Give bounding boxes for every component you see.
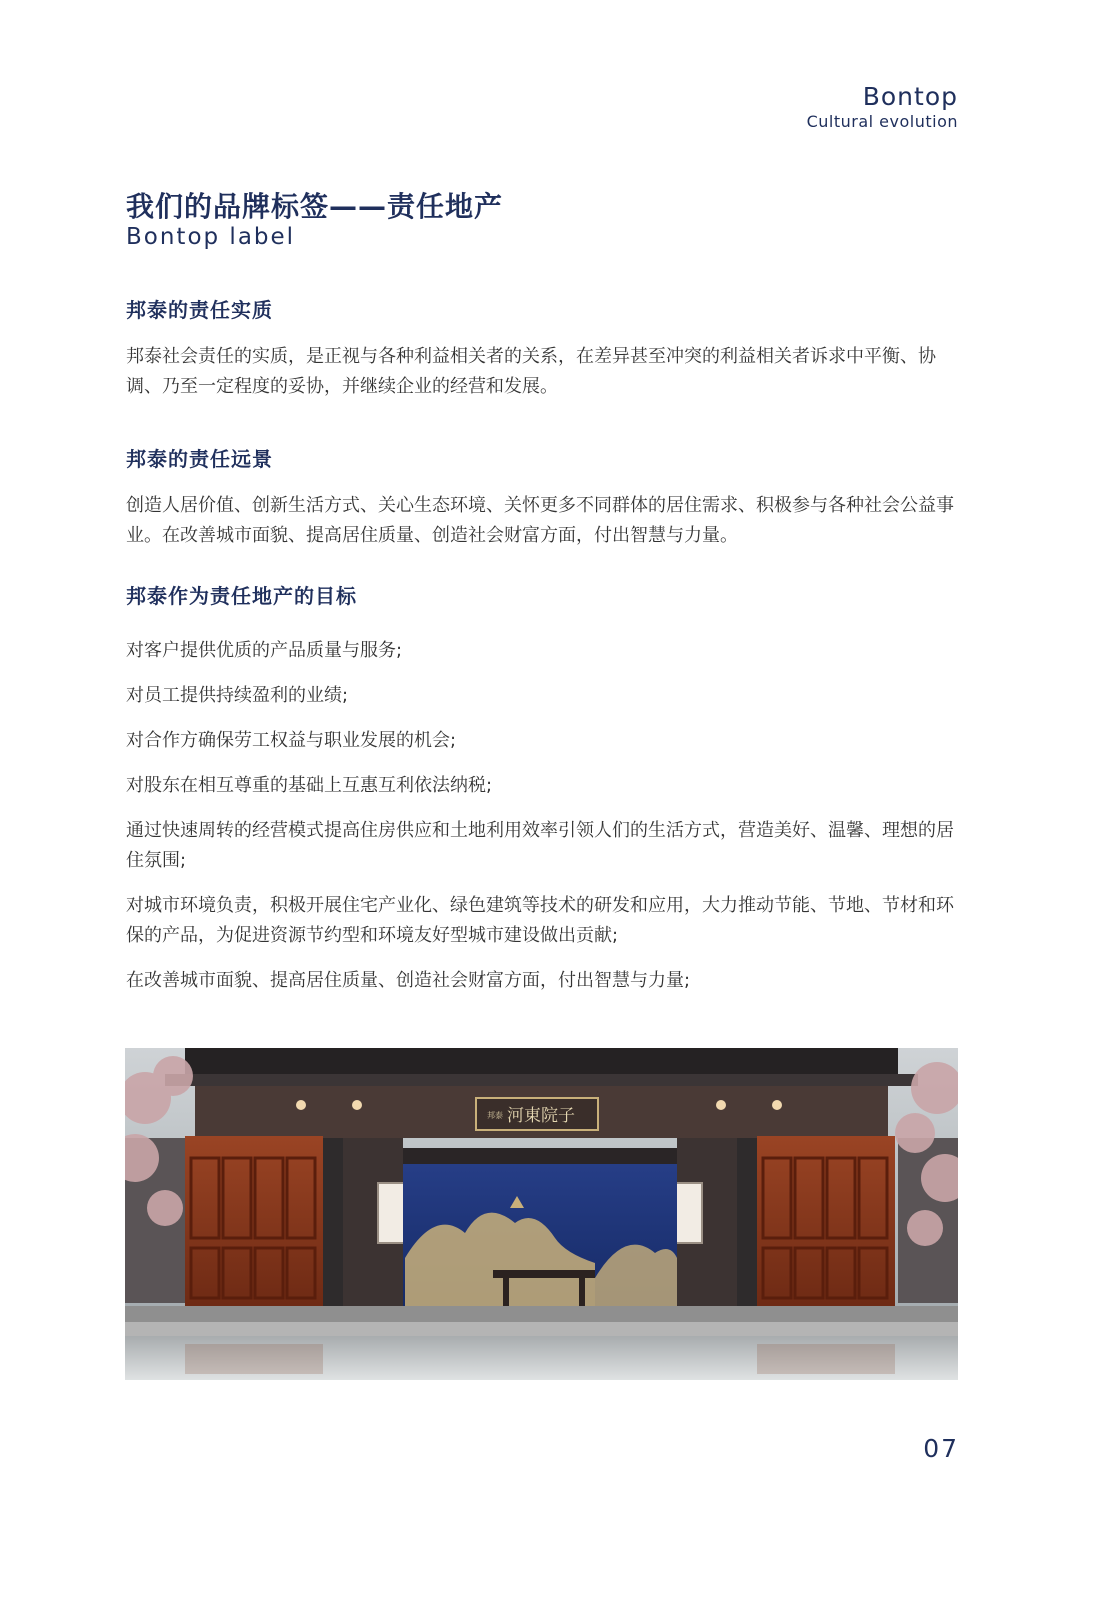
goal-item: 对合作方确保劳工权益与职业发展的机会; (126, 730, 457, 751)
brand-name: Bontop (862, 82, 958, 111)
page-number: 07 (923, 1434, 959, 1463)
section-body-vision: 创造人居价值、创新生活方式、关心生态环境、关怀更多不同群体的居住需求、积极参与各种社会公益事业。在改善城市面貌、提高居住质量、创造社会财富方面，付出智慧与力量。 (126, 495, 954, 546)
section-heading-goals: 邦泰作为责任地产的目标 (126, 584, 357, 608)
section-heading-vision: 邦泰的责任远景 (126, 447, 273, 471)
goal-item: 对客户提供优质的产品质量与服务; (126, 640, 403, 661)
goal-item: 对股东在相互尊重的基础上互惠互利依法纳税; (126, 775, 493, 796)
plaque-small-text: 邦泰 (487, 1111, 503, 1120)
goal-item: 对员工提供持续盈利的业绩; (126, 685, 349, 706)
courtyard-gate-photo (125, 1048, 958, 1380)
page-subtitle: Bontop label (126, 224, 296, 250)
brand-subtitle: Cultural evolution (806, 112, 958, 131)
goal-item: 在改善城市面貌、提高居住质量、创造社会财富方面，付出智慧与力量; (126, 970, 691, 991)
goal-item: 通过快速周转的经营模式提高住房供应和土地利用效率引领人们的生活方式，营造美好、温馨、理想的居住氛围; (126, 820, 954, 871)
plaque-text: 河東院子 (507, 1106, 575, 1126)
brand-block (807, 82, 958, 132)
section-heading-essence: 邦泰的责任实质 (126, 298, 273, 322)
goals-list (126, 636, 960, 1011)
section-body-essence: 邦泰社会责任的实质，是正视与各种利益相关者的关系，在差异甚至冲突的利益相关者诉求中平衡、协调、乃至一定程度的妥协，并继续企业的经营和发展。 (126, 346, 936, 397)
goal-item: 对城市环境负责，积极开展住宅产业化、绿色建筑等技术的研发和应用，大力推动节能、节地、节材和环保的产品，为促进资源节约型和环境友好型城市建设做出贡献; (126, 895, 954, 946)
page-title: 我们的品牌标签——责任地产 (126, 190, 504, 223)
